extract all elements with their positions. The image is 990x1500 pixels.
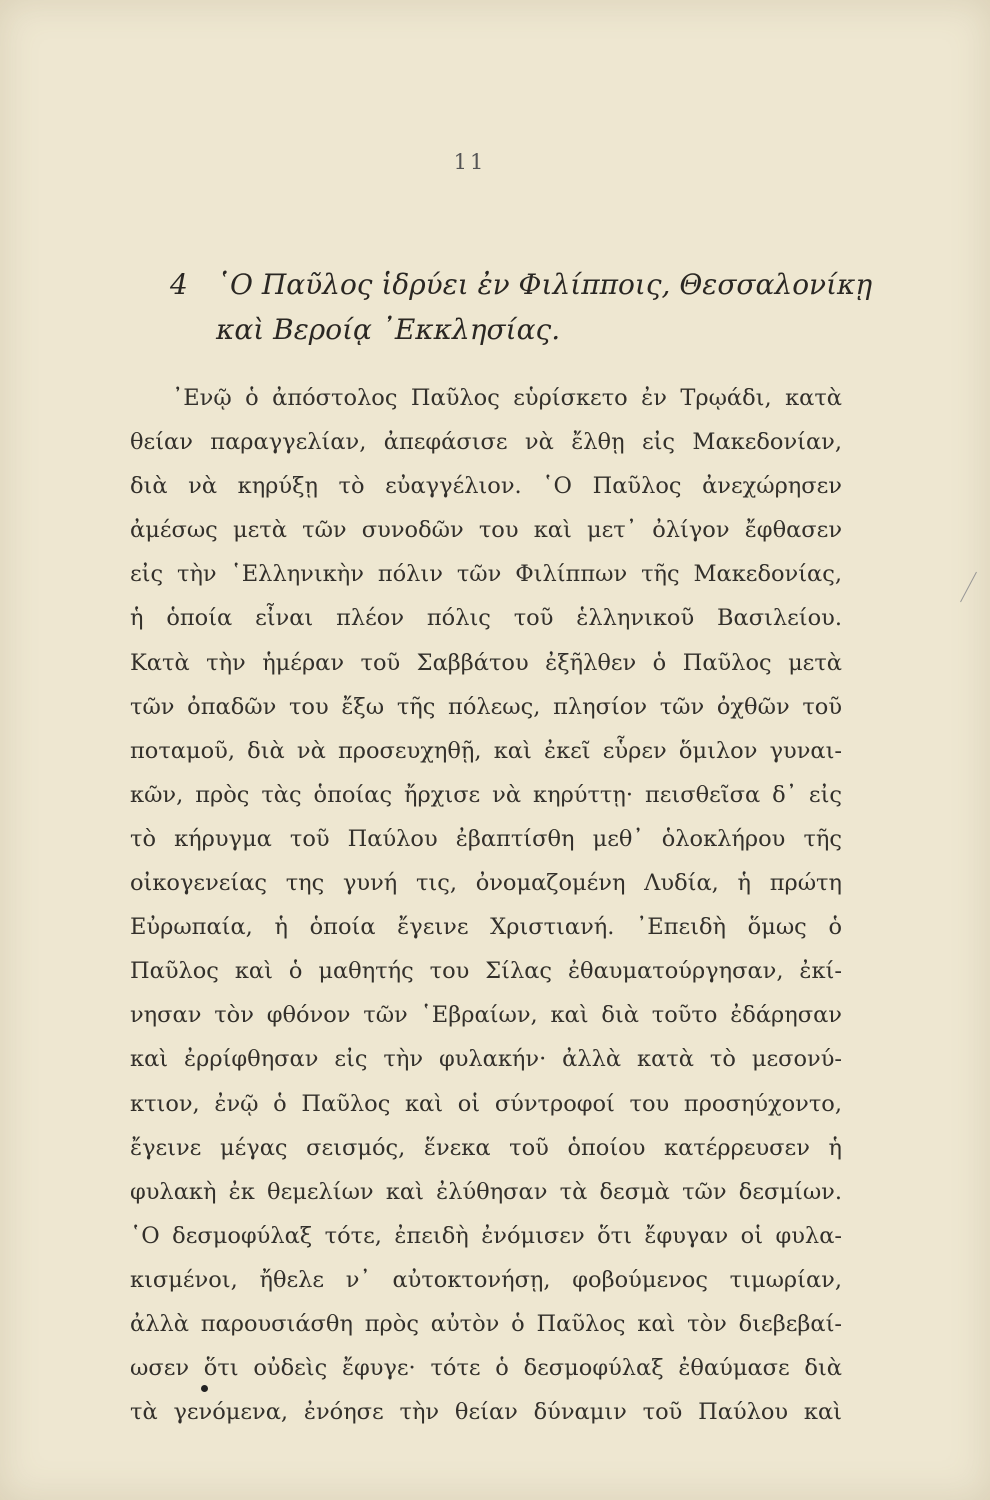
text-line: τὰ γενόμενα, ἐνόησε τὴν θείαν δύναμιν τοῦ Παύλου καὶ bbox=[130, 1399, 842, 1426]
text-line: ωσεν ὅτι οὐδεὶς ἔφυγε· τότε ὁ δεσμοφύλαξ ἐθαύμασε διὰ bbox=[130, 1355, 842, 1382]
text-line: ποταμοῦ, διὰ νὰ προσευχηθῇ, καὶ ἐκεῖ εὗρεν ὅμιλον γυναι- bbox=[130, 737, 842, 764]
section-number: 4 bbox=[170, 268, 188, 301]
text-line: ῾Ο δεσμοφύλαξ τότε, ἐπειδὴ ἐνόμισεν ὅτι ἔφυγαν οἱ φυλα- bbox=[130, 1222, 842, 1249]
body-paragraph bbox=[130, 376, 842, 1434]
text-line: ἀλλὰ παρουσιάσθη πρὸς αὐτὸν ὁ Παῦλος καὶ τὸν διεβεβαί- bbox=[130, 1310, 842, 1337]
text-line: φυλακὴ ἐκ θεμελίων καὶ ἐλύθησαν τὰ δεσμὰ τῶν δεσμίων. bbox=[130, 1178, 842, 1205]
pencil-mark bbox=[960, 572, 977, 602]
text-line: τὸ κήρυγμα τοῦ Παύλου ἐβαπτίσθη μεθ᾿ ὁλοκλήρου τῆς bbox=[130, 825, 842, 852]
text-line: κῶν, πρὸς τὰς ὁποίας ἤρχισε νὰ κηρύττῃ· πεισθεῖσα δ᾿ εἰς bbox=[130, 781, 842, 808]
section-title-line-1: ῾Ο Παῦλος ἱδρύει ἐν Φιλίπποις, Θεσσαλονίκῃ bbox=[216, 268, 873, 301]
text-line: εἰς τὴν ῾Ελληνικὴν πόλιν τῶν Φιλίππων τῆς Μακεδονίας, bbox=[130, 561, 842, 588]
page-number: 11 bbox=[453, 150, 487, 174]
text-line: νησαν τὸν φθόνον τῶν ῾Εβραίων, καὶ διὰ τοῦτο ἐδάρησαν bbox=[130, 1002, 842, 1029]
text-line: κτιον, ἐνῷ ὁ Παῦλος καὶ οἱ σύντροφοί του προσηύχοντο, bbox=[130, 1090, 842, 1117]
text-line: Εὐρωπαία, ἡ ὁποία ἔγεινε Χριστιανή. ᾿Επειδὴ ὅμως ὁ bbox=[130, 914, 842, 941]
text-line: καὶ ἐρρίφθησαν εἰς τὴν φυλακήν· ἀλλὰ κατὰ τὸ μεσονύ- bbox=[130, 1046, 842, 1073]
text-line: ἔγεινε μέγας σεισμός, ἕνεκα τοῦ ὁποίου κατέρρευσεν ἡ bbox=[130, 1134, 842, 1161]
text-line: τῶν ὀπαδῶν του ἔξω τῆς πόλεως, πλησίον τῶν ὀχθῶν τοῦ bbox=[130, 693, 842, 720]
text-line: Κατὰ τὴν ἡμέραν τοῦ Σαββάτου ἐξῆλθεν ὁ Παῦλος μετὰ bbox=[130, 649, 842, 676]
text-line: θείαν παραγγελίαν, ἀπεφάσισε νὰ ἔλθῃ εἰς Μακεδονίαν, bbox=[130, 429, 842, 456]
text-line: οἰκογενείας της γυνή τις, ὀνομαζομένη Λυδία, ἡ πρώτη bbox=[130, 870, 842, 897]
text-line: ᾿Ενῷ ὁ ἀπόστολος Παῦλος εὑρίσκετο ἐν Τρῳάδι, κατὰ bbox=[172, 385, 842, 411]
text-line: Παῦλος καὶ ὁ μαθητής του Σίλας ἐθαυματούργησαν, ἐκί- bbox=[130, 958, 842, 985]
ink-dot bbox=[201, 1385, 208, 1392]
text-line: διὰ νὰ κηρύξῃ τὸ εὐαγγέλιον. ῾Ο Παῦλος ἀνεχώρησεν bbox=[130, 473, 842, 500]
section-title-line-2: καὶ Βεροίᾳ ᾿Εκκλησίας. bbox=[216, 313, 561, 346]
text-line: κισμένοι, ἤθελε ν᾿ αὐτοκτονήσῃ, φοβούμενος τιμωρίαν, bbox=[130, 1266, 842, 1293]
text-line: ἡ ὁποία εἶναι πλέον πόλις τοῦ ἑλληνικοῦ Βασιλείου. bbox=[130, 605, 842, 632]
text-line: ἀμέσως μετὰ τῶν συνοδῶν του καὶ μετ᾿ ὀλίγον ἔφθασεν bbox=[130, 517, 842, 544]
